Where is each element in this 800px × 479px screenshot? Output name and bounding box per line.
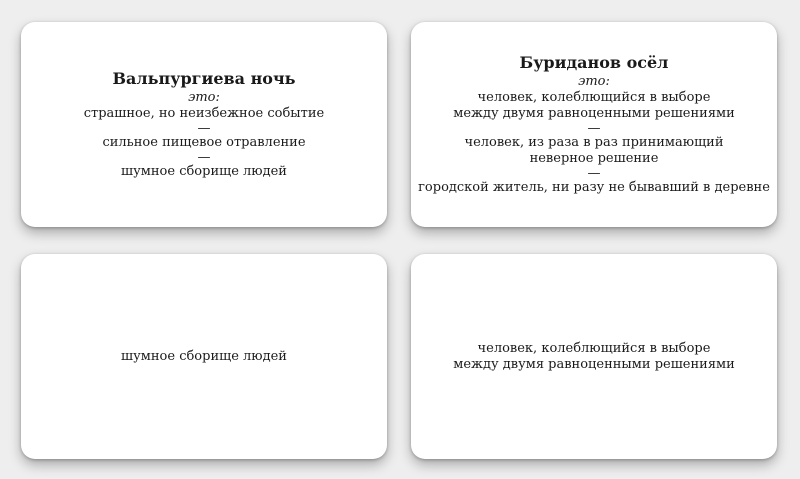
answer-text: шумное сборище людей [121,348,287,364]
option-separator: — [197,121,211,136]
option-text: страшное, но неизбежное событие [83,106,325,121]
option-text: неверное решение [529,151,659,166]
option-text: человек, из раза в раз принимающий [464,135,724,150]
option-separator: — [197,150,211,165]
card-title: Буриданов осёл [519,53,669,72]
answer-text: между двумя равноценными решениями [453,356,735,372]
option-text: шумное сборище людей [121,164,287,179]
option-text: городской житель, ни разу не бывавший в деревне [418,180,770,195]
card-subtitle: это: [578,74,610,89]
option-text: между двумя равноценными решениями [453,106,735,121]
answer-text: человек, колеблющийся в выборе [477,340,711,356]
option-text: человек, колеблющийся в выборе [477,90,711,105]
question-card-buridan[interactable] [411,22,777,227]
option-separator: — [587,166,601,181]
answer-card-walpurgis[interactable] [21,254,387,459]
card-subtitle: это: [188,90,220,105]
card-title: Вальпургиева ночь [112,69,296,88]
question-card-walpurgis[interactable] [21,22,387,227]
option-text: сильное пищевое отравление [102,135,306,150]
option-separator: — [587,121,601,136]
answer-card-buridan[interactable] [411,254,777,459]
